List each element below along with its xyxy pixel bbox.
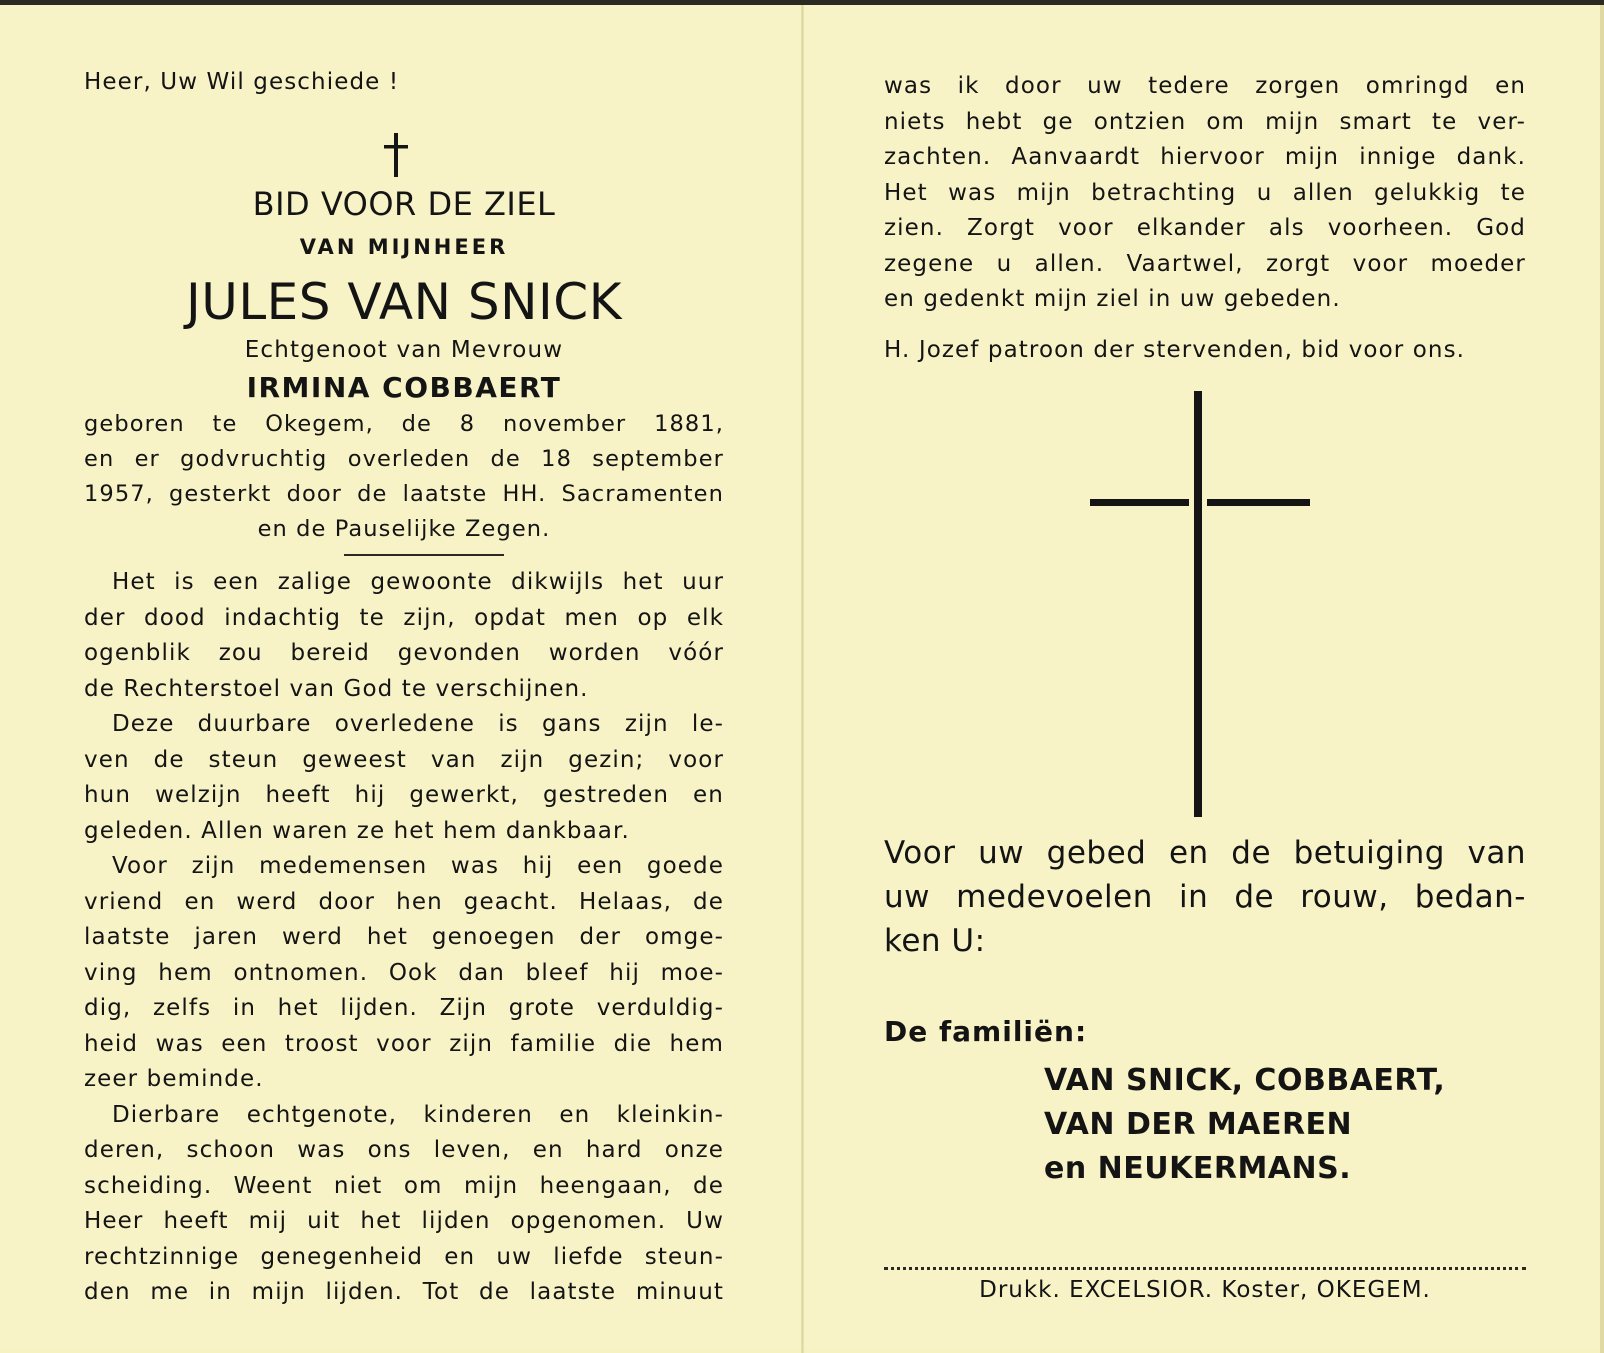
text-line: en gedenkt mijn ziel in uw gebeden. xyxy=(884,286,1341,312)
thanks-line: uw medevoelen in de rouw, bedan- xyxy=(884,879,1526,915)
birth-line: 1957, gesterkt door de laatste HH. Sacramenten xyxy=(84,481,724,507)
text-line: dig, zelfs in het lijden. Zijn grote verduldig- xyxy=(84,995,724,1021)
card-edge xyxy=(1600,5,1604,1353)
birth-death-text xyxy=(84,407,724,547)
divider-line xyxy=(344,554,504,556)
text-line: ving hem ontnomen. Ook dan bleef hij moe- xyxy=(84,959,724,986)
text-line: Deze duurbare overledene is gans zijn le- xyxy=(112,711,724,737)
text-line: vriend en werd door hen geacht. Helaas, de xyxy=(84,888,724,915)
text-line: scheiding. Weent niet om mijn heengaan, de xyxy=(84,1172,724,1199)
families-title: De familiën: xyxy=(884,1015,1088,1048)
prayer-line: H. Jozef patroon der stervenden, bid voor ons. xyxy=(884,337,1466,363)
text-line: ogenblik zou bereid gevonden worden vóór xyxy=(84,640,724,666)
family-name-line: VAN DER MAEREN xyxy=(1044,1107,1353,1142)
dotted-separator xyxy=(884,1267,1526,1270)
invocation: Heer, Uw Wil geschiede ! xyxy=(84,69,400,95)
text-line: was ik door uw tedere zorgen omringd en xyxy=(884,73,1526,99)
deceased-name: JULES VAN SNICK xyxy=(185,273,622,331)
text-line: der dood indachtig te zijn, opdat men op elk xyxy=(84,604,724,631)
text-line: zeer beminde. xyxy=(84,1066,264,1092)
birth-line: en er godvruchtig overleden de 18 september xyxy=(84,446,724,472)
large-cross-icon xyxy=(1090,391,1310,817)
text-line: geleden. Allen waren ze het hem dankbaar. xyxy=(84,817,630,844)
heading: BID VOOR DE ZIEL xyxy=(252,185,556,223)
text-line: heid was een troost voor zijn familie die hem xyxy=(84,1030,724,1057)
text-line: Dierbare echtgenote, kinderen en kleinkin- xyxy=(112,1101,724,1128)
text-line: zegene u allen. Vaartwel, zorgt voor moeder xyxy=(884,250,1526,277)
thanks-text xyxy=(884,831,1526,963)
text-line: den me in mijn lijden. Tot de laatste minuut xyxy=(84,1279,724,1305)
family-names xyxy=(1044,1059,1514,1191)
text-line: Het is een zalige gewoonte dikwijls het uur xyxy=(112,569,724,595)
text-line: zien. Zorgt voor elkander als voorheen. God xyxy=(884,215,1526,241)
text-line: Voor zijn medemensen was hij een goede xyxy=(112,853,724,879)
family-name-line: en NEUKERMANS. xyxy=(1044,1151,1352,1186)
text-line: zachten. Aanvaardt hiervoor mijn innige dank. xyxy=(884,144,1526,170)
birth-line-last: en de Pauselijke Zegen. xyxy=(257,516,551,542)
family-name-line: VAN SNICK, COBBAERT, xyxy=(1044,1063,1446,1098)
text-line: Het was mijn betrachting u allen gelukkig te xyxy=(884,179,1526,206)
printer-credit: Drukk. EXCELSIOR. Koster, OKEGEM. xyxy=(979,1277,1431,1303)
text-line: rechtzinnige genegenheid en uw liefde steun- xyxy=(84,1243,724,1270)
thanks-line: ken U: xyxy=(884,923,986,959)
text-line: hun welzijn heeft hij gewerkt, gestreden en xyxy=(84,782,724,808)
card-fold xyxy=(801,5,804,1353)
small-cross-icon xyxy=(384,133,408,177)
text-line: Heer heeft mij uit het lijden opgenomen. Uw xyxy=(84,1208,724,1234)
subheading: VAN MIJNHEER xyxy=(299,235,509,259)
text-line: deren, schoon was ons leven, en hard onze xyxy=(84,1137,724,1163)
right-body-text xyxy=(884,69,1526,318)
spouse-name: IRMINA COBBAERT xyxy=(246,371,562,404)
birth-line: geboren te Okegem, de 8 november 1881, xyxy=(84,411,724,437)
text-line: de Rechterstoel van God te verschijnen. xyxy=(84,675,589,702)
text-line: ven de steun geweest van zijn gezin; voor xyxy=(84,746,724,773)
text-line: laatste jaren werd het genoegen der omge- xyxy=(84,924,724,950)
spouse-intro: Echtgenoot van Mevrouw xyxy=(244,337,564,363)
thanks-line: Voor uw gebed en de betuiging van xyxy=(884,835,1526,871)
left-body-text xyxy=(84,565,724,1311)
text-line: niets hebt ge ontzien om mijn smart te ver- xyxy=(884,108,1526,135)
